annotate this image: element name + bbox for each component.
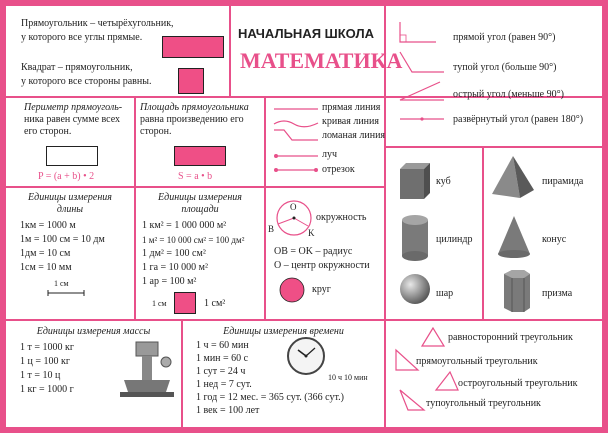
clock-icon [286, 336, 326, 376]
curve-line-label: кривая линия [322, 116, 379, 127]
radius-label: OB = OK – радиус [274, 246, 353, 257]
point-o-label: O [290, 202, 297, 212]
acute-triangle-icon [434, 370, 460, 392]
curve-line-icon [274, 118, 318, 128]
perimeter-formula: P = (a + b) • 2 [38, 171, 95, 182]
time-unit-item: 1 нед = 7 сут. [196, 379, 252, 390]
straight-line-label: прямая линия [322, 102, 381, 113]
cylinder-icon [400, 214, 430, 262]
ray-icon [274, 152, 318, 160]
time-units-title: Единицы измерения времени [223, 326, 344, 337]
length-units-title: длины [56, 204, 84, 215]
subject-title: МАТЕМАТИКА [240, 48, 403, 73]
disk-icon [278, 276, 306, 304]
point-b-label: B [268, 224, 275, 234]
length-sample-label: 1 см [54, 279, 69, 288]
divider [6, 319, 602, 321]
pyramid-icon [490, 154, 536, 200]
length-unit-item: 1см = 10 мм [20, 262, 72, 273]
cylinder-label: цилиндр [436, 234, 473, 245]
obtuse-angle-icon [398, 50, 446, 74]
area-unit-item: 1 га = 10 000 м² [142, 262, 209, 273]
area-text: Площадь прямоугольника [140, 102, 249, 113]
perimeter-text: его сторон. [24, 126, 72, 137]
right-angle-icon [398, 20, 438, 44]
broken-line-label: ломаная линия [322, 130, 386, 141]
acute-angle-icon [398, 78, 446, 102]
straight-angle-label: развёрнутый угол (равен 180°) [453, 114, 584, 125]
time-unit-item: 1 мин = 60 с [196, 353, 249, 364]
time-unit-item: 1 ч = 60 мин [196, 340, 249, 351]
mass-unit-item: 1 кг = 1000 г [20, 384, 74, 395]
rectangle-shape [162, 36, 224, 58]
divider [264, 96, 266, 191]
obtuse-triangle-icon [398, 388, 426, 412]
clock-time-label: 10 ч 10 мин [328, 373, 368, 382]
length-sample-icon [46, 290, 86, 296]
length-units-title: Единицы измерения [28, 192, 112, 203]
segment-icon [274, 166, 318, 174]
ray-label: луч [322, 149, 338, 160]
segment-label: отрезок [322, 164, 355, 175]
cone-label: конус [542, 234, 567, 245]
mass-unit-item: 1 т = 10 ц [20, 370, 61, 381]
equilateral-triangle-label: равносторонний треугольник [448, 332, 573, 343]
area-unit-item: 1 ар = 100 м² [142, 276, 197, 287]
straight-line-icon [274, 106, 318, 112]
time-unit-item: 1 год = 12 мес. = 365 сут. (366 сут.) [196, 392, 344, 403]
sphere-label: шар [436, 288, 454, 299]
area-unit-item: 1 м² = 10 000 см² = 100 дм² [142, 235, 245, 245]
perimeter-rectangle [46, 146, 98, 166]
center-label: O – центр окружности [274, 260, 370, 271]
area-unit-item: 1 дм² = 100 см² [142, 248, 206, 259]
time-unit-item: 1 сут = 24 ч [196, 366, 246, 377]
area-units-title: Единицы измерения [158, 192, 242, 203]
time-unit-item: 1 век = 100 лет [196, 405, 260, 416]
area-sample-side: 1 см [152, 299, 167, 308]
straight-angle-icon [398, 114, 446, 124]
divider [264, 188, 266, 321]
right-angle-label: прямой угол (равен 90°) [453, 32, 556, 43]
disk-label: круг [312, 284, 331, 295]
scale-icon [116, 340, 176, 400]
area-sample-area: 1 см² [204, 298, 226, 309]
poster-sheet [6, 6, 602, 427]
rectangle-definition: у которого все углы прямые. [21, 32, 143, 43]
obtuse-triangle-label: тупоугольный треугольник [426, 398, 541, 409]
square-definition: Квадрат – прямоугольник, [21, 62, 133, 73]
area-text: сторон. [140, 126, 172, 137]
length-unit-item: 1дм = 10 см [20, 248, 71, 259]
acute-triangle-label: остроугольный треугольник [458, 378, 578, 389]
school-title: НАЧАЛЬНАЯ ШКОЛА [238, 26, 374, 41]
sphere-icon [398, 272, 432, 306]
rectangle-definition: Прямоугольник – четырёхугольник, [21, 18, 174, 29]
perimeter-text: Периметр прямоуголь- [24, 102, 123, 113]
cone-icon [496, 214, 532, 260]
area-units-title: площади [181, 204, 219, 215]
broken-line-icon [274, 128, 318, 142]
perimeter-text: ника равен сумме всех [24, 114, 121, 125]
length-unit-item: 1км = 1000 м [20, 220, 76, 231]
divider [229, 6, 231, 96]
divider [384, 321, 386, 427]
mass-unit-item: 1 т = 1000 кг [20, 342, 74, 353]
divider [384, 146, 602, 148]
square-definition: у которого все стороны равны. [21, 76, 152, 87]
length-unit-item: 1м = 100 см = 10 дм [20, 234, 105, 245]
divider [482, 146, 484, 321]
pyramid-label: пирамида [542, 176, 584, 187]
obtuse-angle-label: тупой угол (больше 90°) [453, 62, 557, 73]
point-k-label: K [308, 228, 315, 238]
right-triangle-label: прямоугольный треугольник [416, 356, 538, 367]
area-sample-square [174, 292, 196, 314]
area-formula: S = a • b [178, 171, 213, 182]
prism-label: призма [542, 288, 573, 299]
divider [6, 186, 384, 188]
mass-units-title: Единицы измерения массы [36, 326, 151, 337]
area-rectangle [174, 146, 226, 166]
equilateral-triangle-icon [420, 326, 446, 348]
acute-angle-label: острый угол (меньше 90°) [453, 89, 564, 100]
square-shape [178, 68, 204, 94]
cube-label: куб [436, 176, 451, 187]
prism-icon [500, 268, 532, 314]
area-unit-item: 1 км² = 1 000 000 м² [142, 220, 227, 231]
circumference-label: окружность [316, 212, 367, 223]
cube-icon [394, 161, 432, 201]
area-text: равна произведению его [140, 114, 244, 125]
mass-unit-item: 1 ц = 100 кг [20, 356, 70, 367]
